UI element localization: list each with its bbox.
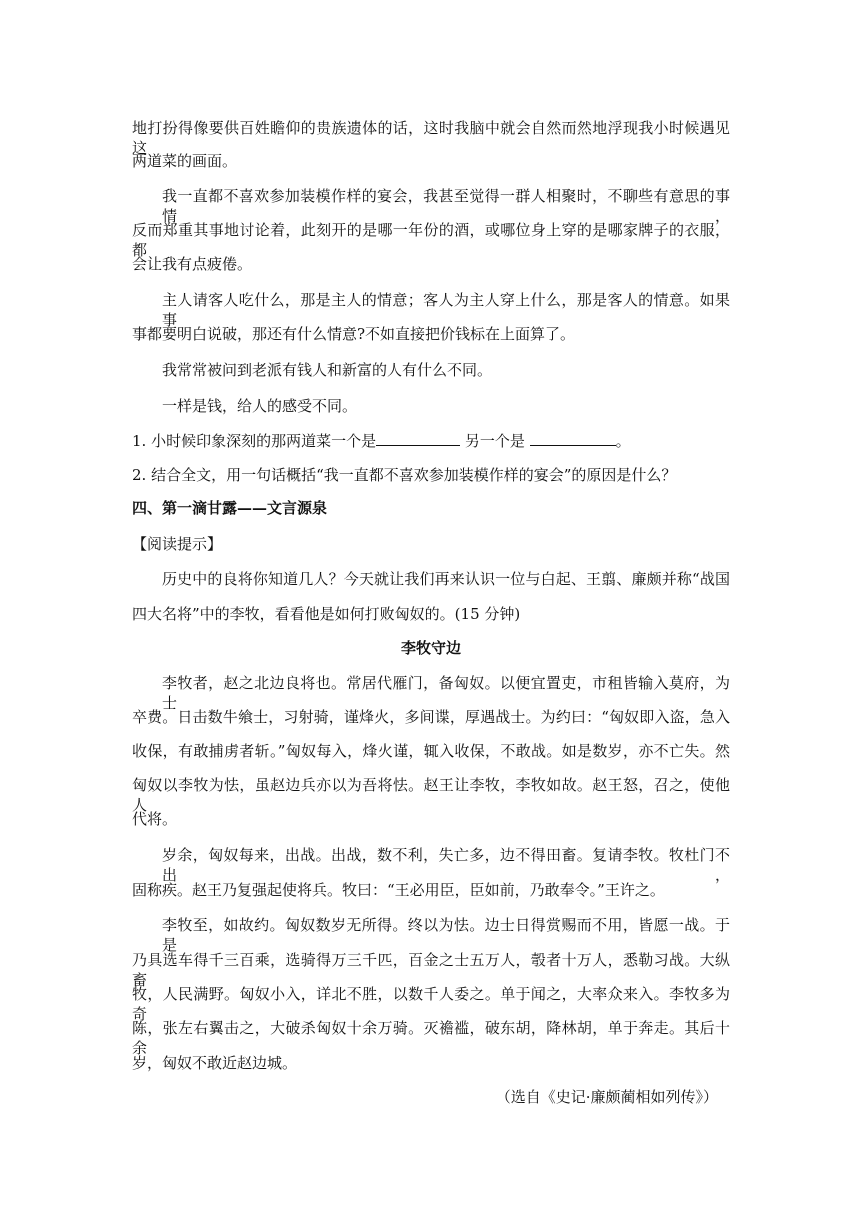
answer-blank-1[interactable] — [376, 431, 460, 446]
paragraph-line: 历史中的良将你知道几人？今天就让我们再来认识一位与白起、王翦、廉颇并称“战国 — [162, 570, 730, 588]
tip-label: 【阅读提示】 — [132, 535, 223, 553]
paragraph-line: 地打扮得像要供百姓瞻仰的贵族遗体的话，这时我脑中就会自然而然地浮现我小时候遇见这 — [132, 119, 730, 157]
paragraph-line: 反而郑重其事地讨论着，此刻开的是哪一年份的酒，或哪位身上穿的是哪家牌子的衣服，都 — [132, 221, 730, 259]
paragraph-line: 四大名将”中的李牧，看看他是如何打败匈奴的。(15 分钟) — [132, 605, 521, 623]
classic-line: 匈奴以李牧为怯，虽赵边兵亦以为吾将怯。赵王让李牧，李牧如故。赵王怒，召之，使他人 — [132, 776, 730, 814]
paragraph-line: 我常常被问到老派有钱人和新富的人有什么不同。 — [162, 361, 493, 379]
classic-line: 卒费。日击数牛飨士，习射骑，谨烽火，多间谍，厚遇战士。为约曰：“匈奴即入盗，急入 — [132, 708, 730, 726]
question-2: 2. 结合全文，用一句话概括“我一直都不喜欢参加装模作样的宴会”的原因是什么？ — [132, 466, 677, 484]
answer-blank-2[interactable] — [530, 431, 616, 446]
classic-line: 牧，人民满野。匈奴小入，详北不胜，以数千人委之。单于闻之，大率众来入。李牧多为奇 — [132, 985, 730, 1023]
classic-line: 岁余，匈奴每来，出战。出战，数不利，失亡多，边不得田畜。复请李牧。牧杜门不出， — [162, 846, 730, 884]
classic-line: 岁，匈奴不敢近赵边城。 — [132, 1054, 298, 1072]
question-1-middle: 另一个是 — [464, 432, 525, 450]
classic-line: 乃具选车得千三百乘，选骑得万三千匹，百金之士五万人，彀者十万人，悉勒习战。大纵畜 — [132, 951, 730, 989]
question-1-end: 。 — [615, 432, 631, 450]
source-citation: （选自《史记·廉颇蔺相如列传》） — [495, 1088, 718, 1106]
paragraph-line: 主人请客人吃什么，那是主人的情意；客人为主人穿上什么，那是客人的情意。如果事 — [162, 291, 730, 329]
classic-line: 陈，张左右翼击之，大破杀匈奴十余万骑。灭襜褴，破东胡，降林胡，单于奔走。其后十余 — [132, 1019, 730, 1057]
paragraph-line: 一样是钱，给人的感受不同。 — [162, 397, 358, 415]
classic-line: 固称疾。赵王乃复强起使将兵。牧曰：“王必用臣，臣如前，乃敢奉令。”王许之。 — [132, 881, 665, 899]
paragraph-line: 我一直都不喜欢参加装模作样的宴会，我甚至觉得一群人相聚时，不聊些有意思的事情， — [162, 187, 730, 225]
question-1 — [132, 431, 631, 451]
paragraph-line: 事都要明白说破，那还有什么情意?不如直接把价钱标在上面算了。 — [132, 325, 576, 343]
classic-line: 李牧至，如故约。匈奴数岁无所得。终以为怯。边士日得赏赐而不用，皆愿一战。于是 — [162, 916, 730, 954]
classic-line: 收保，有敢捕虏者斩。”匈奴每入，烽火谨，辄入收保，不敢战。如是数岁，亦不亡失。然 — [132, 742, 730, 760]
classic-title: 李牧守边 — [400, 639, 461, 657]
classic-line: 代将。 — [132, 810, 178, 828]
question-1-prefix: 1. 小时候印象深刻的那两道菜一个是 — [132, 432, 377, 450]
paragraph-line: 两道菜的画面。 — [132, 152, 238, 170]
section-heading: 四、第一滴甘露——文言源泉 — [132, 499, 328, 517]
classic-line: 李牧者，赵之北边良将也。常居代雁门，备匈奴。以便宜置吏，市租皆输入莫府，为士 — [162, 674, 730, 712]
paragraph-line: 会让我有点疲倦。 — [132, 255, 253, 273]
